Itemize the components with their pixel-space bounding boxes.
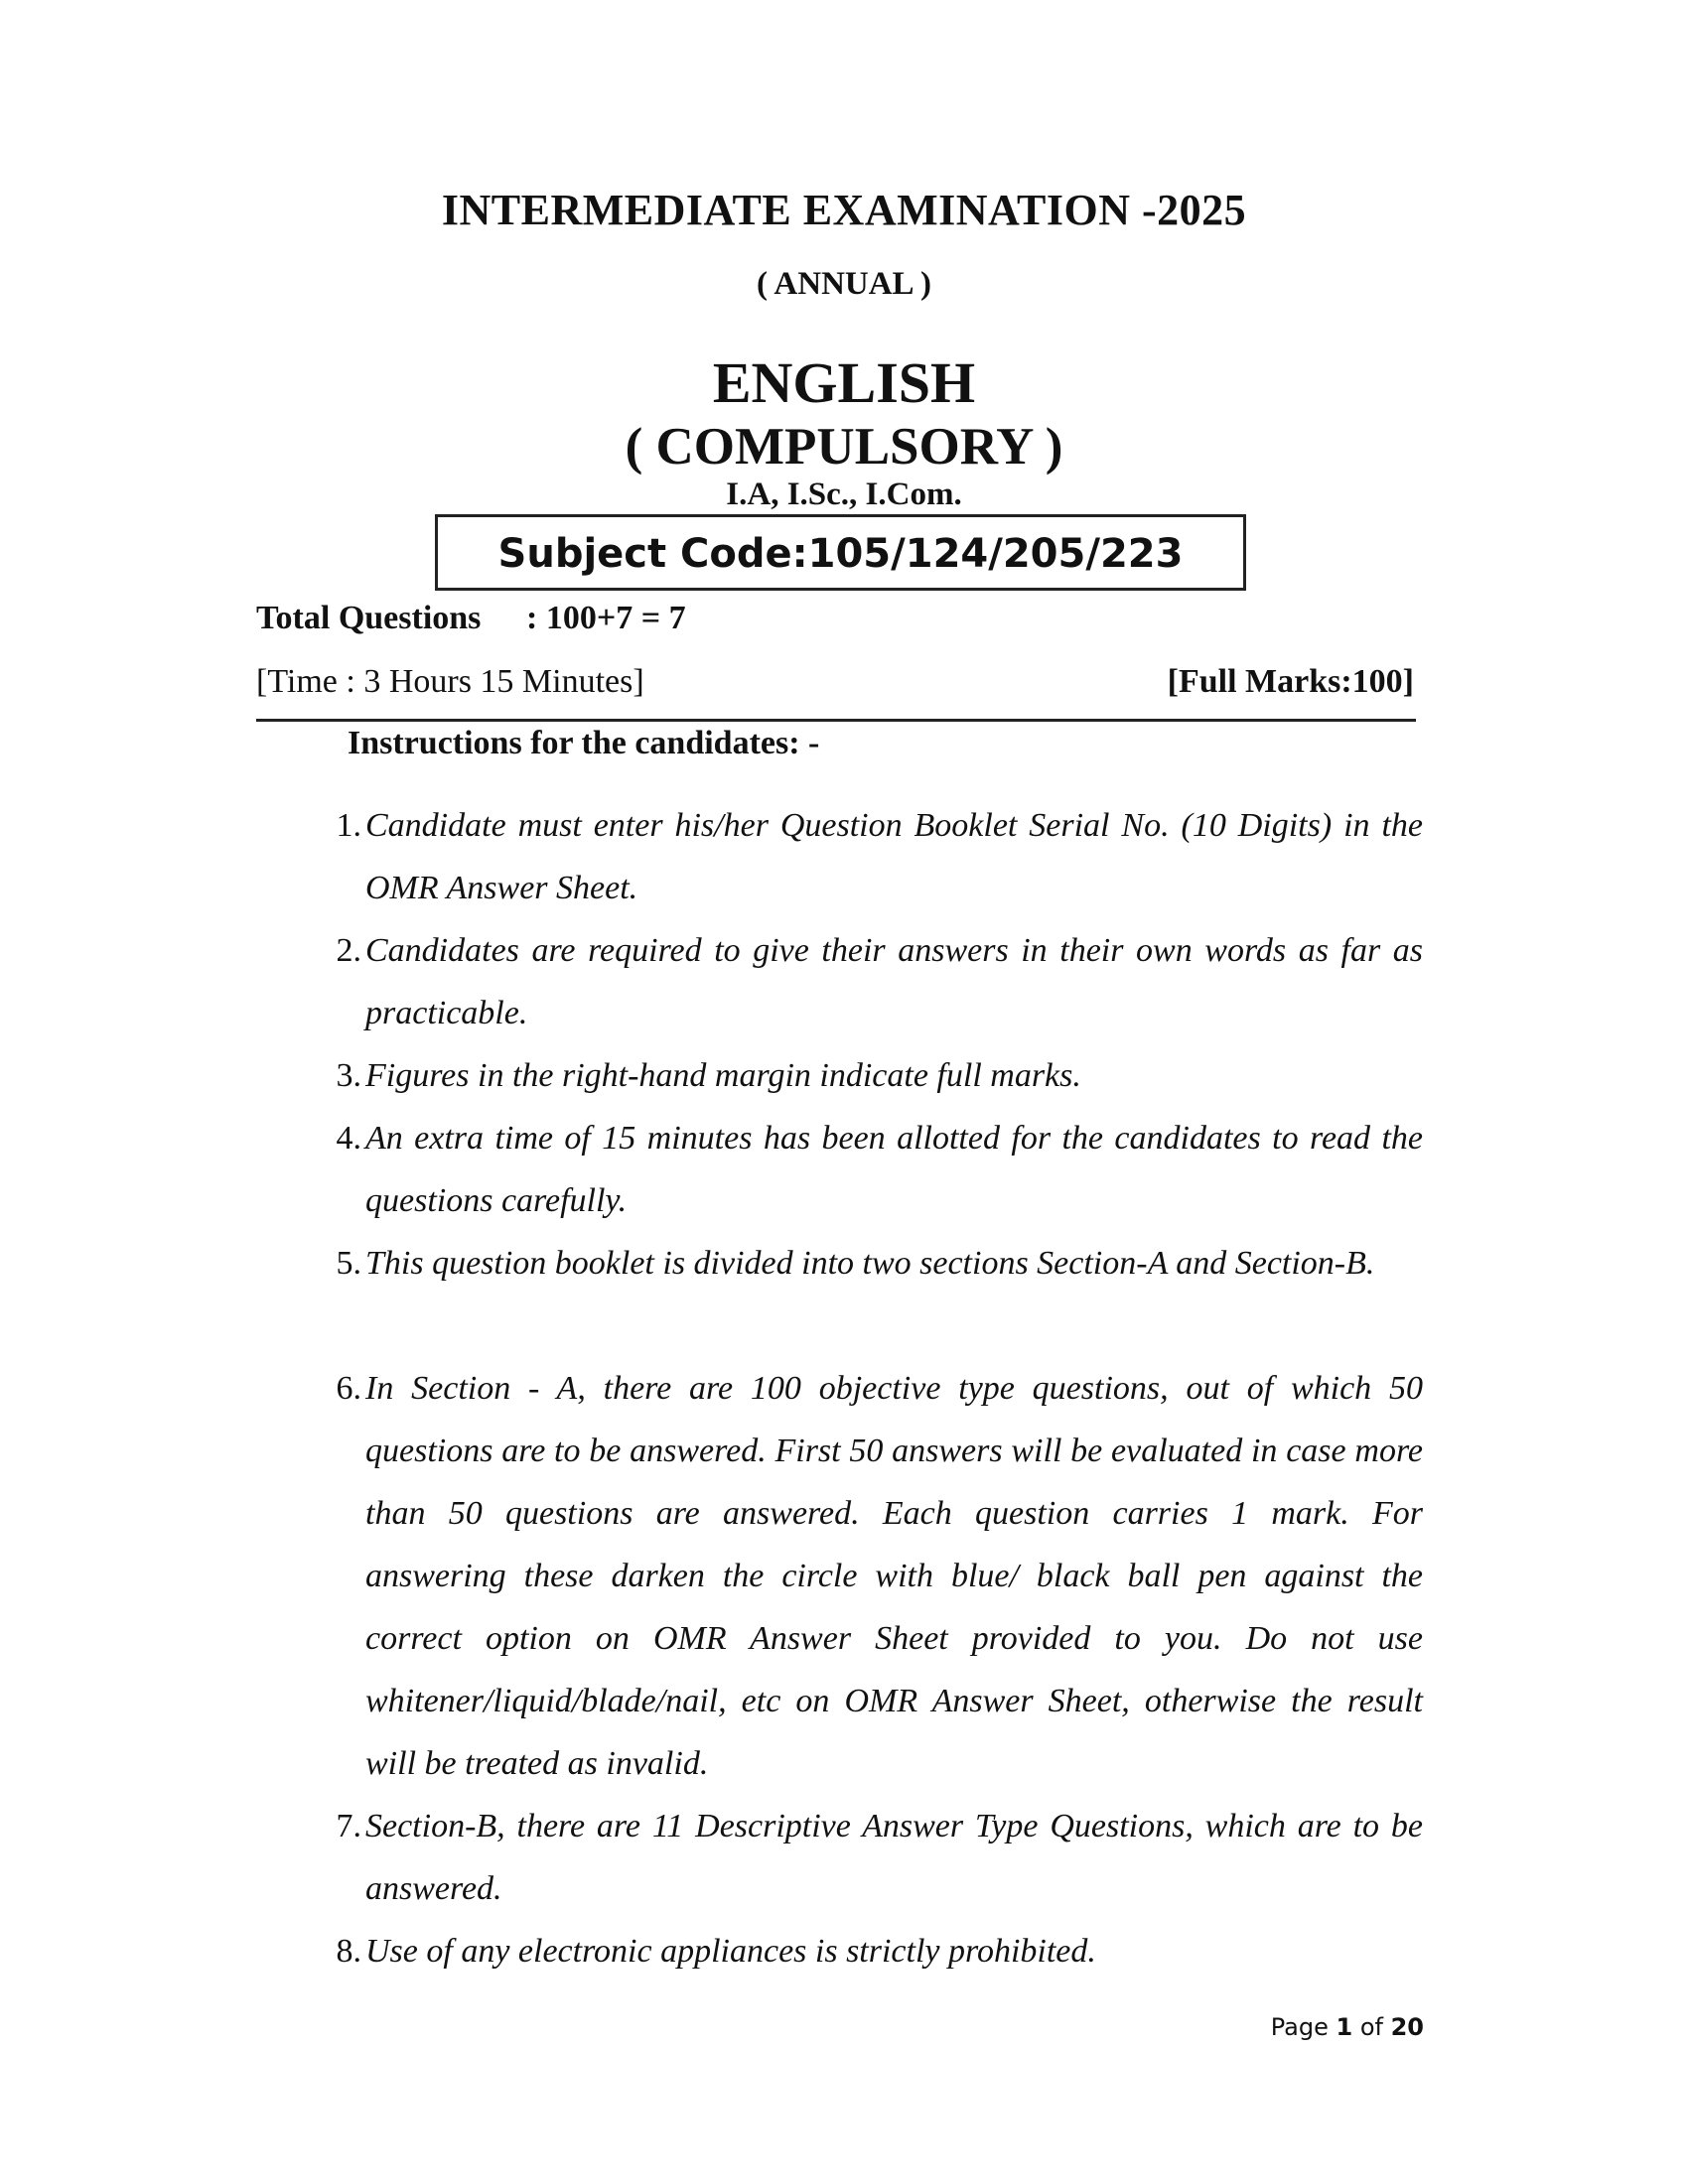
total-questions-label: Total Questions: [256, 600, 482, 636]
page-number: [1271, 2013, 1424, 2041]
subject-type: ( COMPULSORY ): [625, 418, 1063, 476]
time-allowed: [Time : 3 Hours 15 Minutes]: [256, 663, 644, 700]
instruction-number: 6.: [336, 1370, 361, 1407]
page-total: 20: [1390, 2013, 1424, 2041]
divider-rule: [256, 719, 1416, 722]
exam-title: INTERMEDIATE EXAMINATION -2025: [441, 186, 1247, 234]
instruction-number: 2.: [336, 932, 361, 969]
subject-code: Subject Code:105/124/205/223: [497, 531, 1184, 577]
instruction-text: This question booklet is divided into two sections Section-A and Section-B.: [365, 1245, 1375, 1282]
exam-type: ( ANNUAL ): [756, 266, 931, 302]
instructions-heading: Instructions for the candidates: -: [348, 725, 820, 761]
streams: I.A, I.Sc., I.Com.: [726, 477, 962, 512]
instruction-text: Candidate must enter his/her Question Booklet Serial No. (10 Digits) in the OMR Answer Sheet.: [365, 807, 1423, 906]
instruction-text: Section-B, there are 11 Descriptive Answer Type Questions, which are to be answered.: [365, 1808, 1423, 1907]
instruction-number: 1.: [336, 807, 361, 844]
instruction-text: An extra time of 15 minutes has been allotted for the candidates to read the questions carefully.: [365, 1120, 1423, 1219]
subject-title: ENGLISH: [712, 350, 976, 415]
subject-code-box: [435, 514, 1246, 591]
instruction-text: Candidates are required to give their answers in their own words as far as practicable.: [365, 932, 1423, 1031]
instruction-text: Use of any electronic appliances is strictly prohibited.: [365, 1933, 1096, 1970]
full-marks: [Full Marks:100]: [1167, 663, 1414, 700]
page-prefix: Page: [1270, 2013, 1336, 2041]
instruction-number: 8.: [336, 1933, 361, 1970]
instruction-number: 7.: [336, 1808, 361, 1844]
instruction-number: 4.: [336, 1120, 361, 1157]
instruction-number: 3.: [336, 1057, 361, 1094]
instruction-number: 5.: [336, 1245, 361, 1282]
instruction-text: Figures in the right-hand margin indicate full marks.: [365, 1057, 1081, 1094]
page-of: of: [1352, 2013, 1391, 2041]
page-current: 1: [1336, 2013, 1353, 2041]
instruction-text: In Section - A, there are 100 objective type questions, out of which 50 questions are to be answered. First 50 answers will be evaluated in case more than 50 questions are answered. Each question carries 1 mark. For answering these darken the circle with blue/ black ball pen against the correct option on OMR Answer Sheet provided to you. Do not use whitener/liquid/blade/nail, etc on OMR Answer Sheet, otherwise the result will be treated as invalid.: [365, 1370, 1423, 1782]
total-questions-value: : 100+7 = 7: [526, 600, 686, 636]
